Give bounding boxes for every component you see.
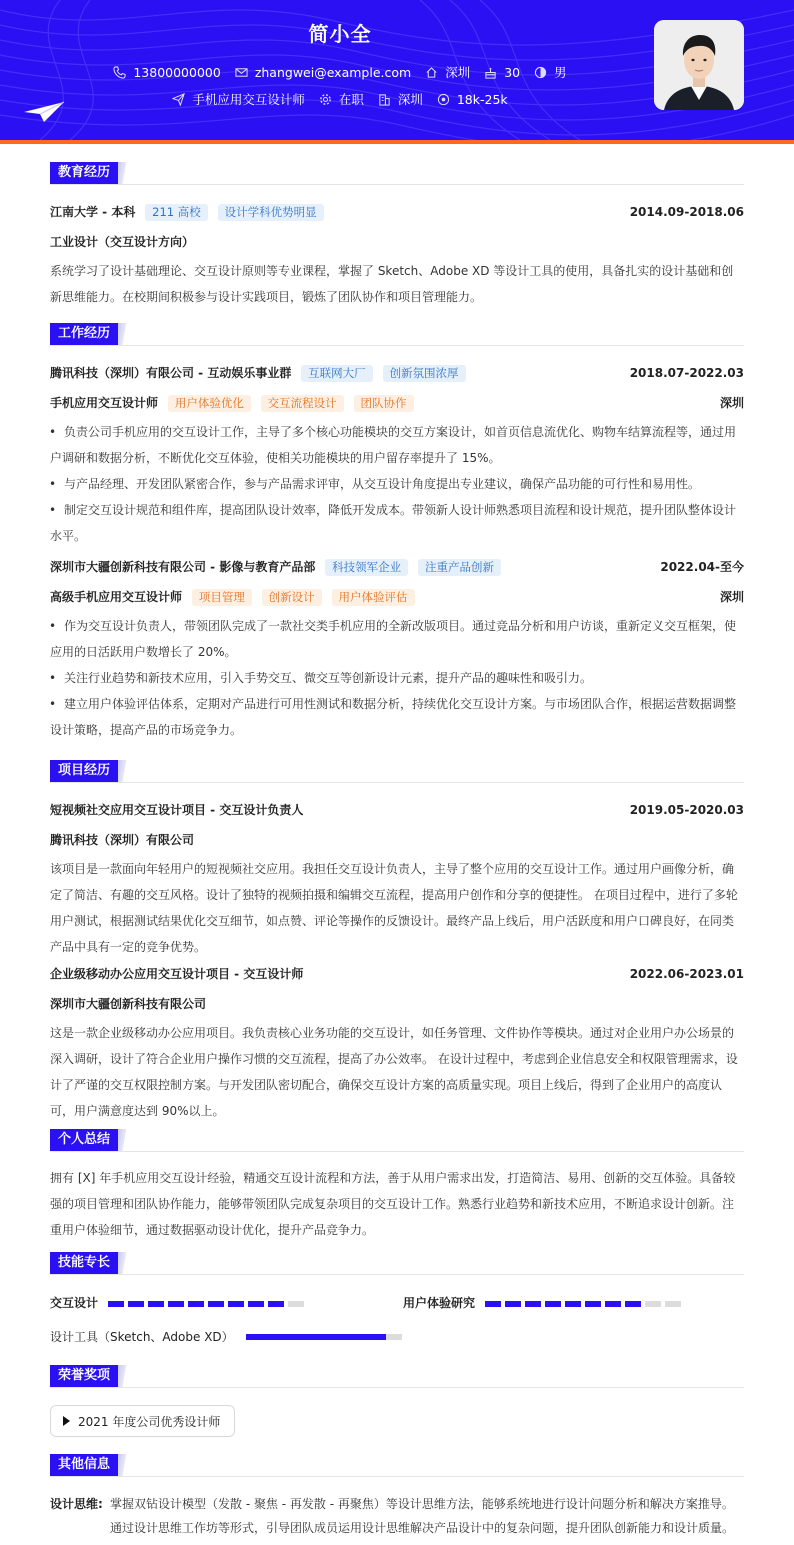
project-description: 该项目是一款面向年轻用户的短视频社交应用。我担任交互设计负责人，主导了整个应用的交互设计工作。通过用户画像分析，确定了简洁、有趣的交互风格。设计了独特的视频拍摄和编辑交互流程，提高用户创作和分享的便捷性。 在项目过程中，进行了多轮用户测试，根据测试结果优化交互细节，如点赞、评论等操作的反馈设计。最终产品上线后，用户活跃度和用户口碑良好，在同类产品中具有一定的竞争优势。	[50, 862, 738, 954]
gender-text: 男	[554, 65, 567, 80]
other-text-2: 通过设计思维工作坊等形式，引导团队成员运用设计思维解决产品设计中的复杂问题，提升团队创新能力和设计质量。	[110, 1521, 735, 1535]
header-accent-stripe	[0, 140, 794, 144]
paper-plane-icon	[22, 100, 66, 124]
skill-progress-track	[246, 1334, 402, 1340]
project-company: 深圳市大疆创新科技有限公司	[50, 997, 207, 1011]
projects-section	[50, 760, 744, 1116]
skill-segment	[605, 1301, 621, 1307]
date-range: 2018.07-2022.03	[629, 366, 744, 380]
section-title: 工作经历	[50, 323, 118, 345]
section-title: 荣誉奖项	[50, 1365, 118, 1387]
project-company: 腾讯科技（深圳）有限公司	[50, 833, 195, 847]
building-icon	[378, 93, 391, 106]
candidate-name: 简小全	[308, 22, 372, 46]
home-icon	[425, 66, 438, 79]
skill-level-bar	[485, 1296, 685, 1310]
section-header	[50, 1365, 744, 1388]
work-section	[50, 323, 744, 743]
other-text-1: 掌握双钻设计模型（发散 - 聚焦 - 再发散 - 再聚焦）等设计思维方法，能够系统地进行设计问题分析和解决方案推导。	[110, 1497, 734, 1511]
tag: 用户体验优化	[168, 395, 251, 412]
city-item	[425, 63, 470, 81]
email-text: zhangwei@example.com	[254, 64, 412, 80]
age-item	[484, 65, 520, 80]
list-item	[50, 419, 744, 471]
section-header	[50, 1129, 744, 1152]
skill-segment	[108, 1301, 124, 1307]
skill-segment	[268, 1301, 284, 1307]
skill-segment	[585, 1301, 601, 1307]
job-bullets	[50, 613, 744, 743]
skill-segment	[228, 1301, 244, 1307]
send-icon	[172, 93, 185, 106]
role-row	[50, 393, 744, 413]
skill-item	[50, 1328, 402, 1345]
job-title-text: 手机应用交互设计师	[192, 92, 305, 107]
tag: 交互流程设计	[261, 395, 344, 412]
skills-section	[50, 1252, 744, 1352]
skill-segment	[288, 1301, 304, 1307]
mail-icon	[235, 66, 248, 79]
age-text: 30	[504, 64, 521, 80]
summary-text: 拥有 [X] 年手机应用交互设计经验，精通交互设计流程和方法，善于从用户需求出发，打造简洁、易用、创新的交互体验。具备较强的项目管理和团队协作能力，能够带领团队完成复杂项目的交互设计工作。熟悉行业趋势和新技术应用，不断追求设计创新。注重用户体验细节，通过数据驱动设计优化，提升产品竞争力。	[50, 1171, 736, 1237]
section-header	[50, 323, 744, 346]
company-name: 深圳市大疆创新科技有限公司 - 影像与教育产品部	[50, 560, 316, 574]
job-bullets	[50, 419, 744, 549]
section-title: 项目经历	[50, 760, 118, 782]
tag: 创新氛围浓厚	[383, 365, 466, 382]
coin-icon	[437, 93, 450, 106]
skill-name: 设计工具（Sketch、Adobe XD）	[50, 1330, 234, 1344]
skill-name: 用户体验研究	[403, 1296, 476, 1310]
date-range: 2022.04-至今	[660, 560, 744, 574]
list-item	[50, 691, 744, 743]
skill-name: 交互设计	[50, 1296, 99, 1310]
skill-segment	[665, 1301, 681, 1307]
tag: 211 高校	[145, 204, 208, 221]
skill-item	[50, 1294, 308, 1311]
awards-section	[50, 1365, 744, 1445]
phone-text: 13800000000	[133, 64, 221, 80]
skill-segment	[248, 1301, 264, 1307]
skill-level-bar	[108, 1296, 308, 1310]
avatar	[654, 20, 744, 110]
project-title: 短视频社交应用交互设计项目 - 交互设计负责人	[50, 803, 304, 817]
section-header	[50, 1252, 744, 1275]
section-header	[50, 162, 744, 185]
major: 工业设计（交互设计方向）	[50, 235, 195, 249]
section-title: 个人总结	[50, 1129, 118, 1151]
role-title: 高级手机应用交互设计师	[50, 590, 183, 604]
skill-segment	[128, 1301, 144, 1307]
tag: 创新设计	[262, 589, 322, 606]
bullet-text: • 关注行业趋势和新技术应用，引入手势交互、微交互等创新设计元素，提升产品的趣味性和吸引力。	[64, 671, 593, 685]
section-title: 技能专长	[50, 1252, 118, 1274]
tag: 用户体验评估	[332, 589, 415, 606]
tag: 项目管理	[192, 589, 252, 606]
expand-triangle-icon	[63, 1416, 70, 1426]
job-city: 深圳	[719, 396, 744, 410]
skill-segment	[505, 1301, 521, 1307]
skill-segment	[168, 1301, 184, 1307]
project-heading	[50, 800, 744, 820]
status-item	[319, 90, 364, 108]
tag: 团队协作	[354, 395, 414, 412]
education-section	[50, 162, 744, 307]
city-text: 深圳	[445, 65, 471, 80]
salary-item	[437, 92, 508, 107]
skill-segment	[208, 1301, 224, 1307]
phone-item	[113, 65, 220, 80]
cake-icon	[484, 66, 497, 79]
bullet-text: • 制定交互设计规范和组件库，提高团队设计效率，降低开发成本。带领新人设计师熟悉项目流程和设计规范，提升团队整体设计水平。	[50, 503, 737, 543]
avatar-photo	[654, 20, 744, 110]
contact-row	[0, 63, 680, 81]
skill-segment	[525, 1301, 541, 1307]
email-item	[235, 65, 411, 80]
date-range: 2014.09-2018.06	[629, 205, 744, 219]
job-title-item	[172, 90, 305, 108]
work-city-item	[378, 90, 423, 108]
job-heading	[50, 557, 744, 577]
list-item	[50, 471, 744, 497]
gender-item	[534, 63, 567, 81]
bullet-text: • 与产品经理、开发团队紧密合作，参与产品需求评审，从交互设计角度提出专业建议，确保产品功能的可行性和易用性。	[64, 477, 701, 491]
date-range: 2022.06-2023.01	[629, 967, 744, 981]
job-city: 深圳	[719, 590, 744, 604]
skill-segment	[485, 1301, 501, 1307]
tag: 注重产品创新	[418, 559, 501, 576]
gear-icon	[319, 93, 332, 106]
section-header	[50, 760, 744, 783]
skill-segment	[625, 1301, 641, 1307]
other-label: 设计思维:	[50, 1497, 103, 1511]
job-heading	[50, 363, 744, 383]
other-section	[50, 1454, 744, 1542]
list-item	[50, 497, 744, 549]
award-text: 2021 年度公司优秀设计师	[78, 1414, 221, 1429]
skill-segment	[148, 1301, 164, 1307]
skill-segment	[565, 1301, 581, 1307]
education-heading	[50, 202, 744, 222]
skill-progress-fill	[246, 1334, 386, 1340]
tag: 互联网大厂	[301, 365, 373, 382]
skill-segment	[188, 1301, 204, 1307]
skill-item	[403, 1294, 685, 1311]
resume-header	[0, 0, 794, 140]
list-item	[50, 665, 744, 691]
skill-segment	[645, 1301, 661, 1307]
list-item	[50, 613, 744, 665]
gender-icon	[534, 66, 547, 79]
tag: 科技领军企业	[325, 559, 408, 576]
project-title: 企业级移动办公应用交互设计项目 - 交互设计师	[50, 967, 304, 981]
project-description: 这是一款企业级移动办公应用项目。我负责核心业务功能的交互设计，如任务管理、文件协作等模块。通过对企业用户办公场景的深入调研，设计了符合企业用户操作习惯的交互流程，提高了办公效率。 在设计过程中，考虑到企业信息安全和权限管理需求，设计了严谨的交互权限控制方案。与开发团队密切配合，确保交互设计方案的高质量实现。项目上线后，得到了企业用户的高度认可，用户满意度达到 90%以上。	[50, 1026, 738, 1118]
education-description: 系统学习了设计基础理论、交互设计原则等专业课程，掌握了 Sketch、Adobe XD 等设计工具的使用，具备扎实的设计基础和创新思维能力。在校期间积极参与设计实践项目，锻炼了团队协作和项目管理能力。	[50, 264, 734, 304]
bullet-text: • 建立用户体验评估体系，定期对产品进行可用性测试和数据分析，持续优化交互设计方案。与市场团队合作，根据运营数据调整设计策略，提高产品的市场竞争力。	[50, 697, 737, 737]
company-name: 腾讯科技（深圳）有限公司 - 互动娱乐事业群	[50, 366, 292, 380]
section-header	[50, 1454, 744, 1477]
tag: 设计学科优势明显	[218, 204, 324, 221]
section-title: 其他信息	[50, 1454, 118, 1476]
phone-icon	[113, 66, 126, 79]
project-heading	[50, 964, 744, 984]
award-item[interactable]	[50, 1405, 235, 1437]
job-row	[0, 90, 680, 108]
school-name: 江南大学 - 本科	[50, 205, 136, 219]
bullet-text: • 作为交互设计负责人，带领团队完成了一款社交类手机应用的全新改版项目。通过竞品分析和用户访谈，重新定义交互框架，使应用的日活跃用户数增长了 20%。	[50, 619, 737, 659]
section-title: 教育经历	[50, 162, 118, 184]
status-text: 在职	[338, 92, 364, 107]
bullet-text: • 负责公司手机应用的交互设计工作，主导了多个核心功能模块的交互方案设计，如首页信息流优化、购物车结算流程等，通过用户调研和数据分析，不断优化交互体验，使相关功能模块的用户留存率提升了 15%。	[50, 425, 737, 465]
work-city-text: 深圳	[397, 92, 423, 107]
role-row	[50, 587, 744, 607]
skill-segment	[545, 1301, 561, 1307]
role-title: 手机应用交互设计师	[50, 396, 159, 410]
summary-section	[50, 1129, 744, 1239]
salary-text: 18k-25k	[456, 91, 508, 107]
date-range: 2019.05-2020.03	[629, 803, 744, 817]
